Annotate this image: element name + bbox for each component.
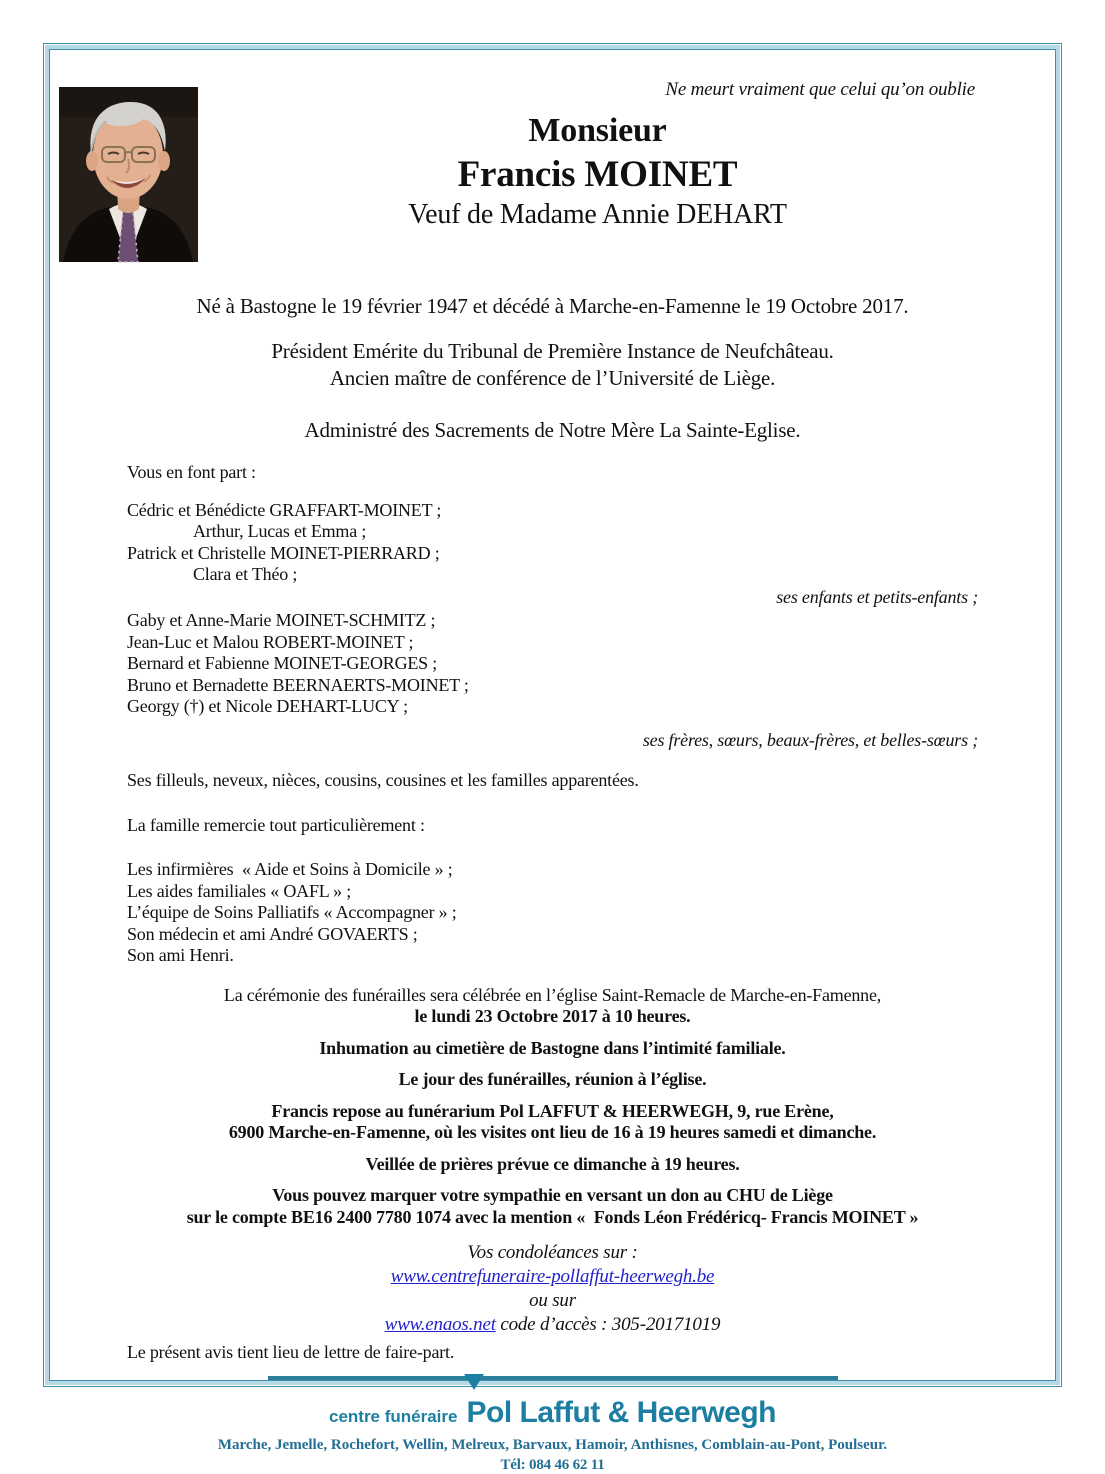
ceremony-section bbox=[50, 985, 1055, 1229]
sacraments-line: Administré des Sacrements de Notre Mère La Sainte-Eglise. bbox=[304, 418, 801, 442]
donation-line-1: Vous pouvez marquer votre sympathie en versant un don au CHU de Liège bbox=[272, 1185, 833, 1205]
gathering-line: Le jour des funérailles, réunion à l’église. bbox=[398, 1069, 707, 1089]
header bbox=[50, 78, 1055, 270]
honorific-titles bbox=[50, 338, 1055, 392]
brand-small-text: centre funéraire bbox=[328, 1406, 458, 1426]
thanks-heading: La famille remercie tout particulièrement : bbox=[127, 814, 425, 835]
vigil-line: Veillée de prières prévue ce dimanche à 19 heures. bbox=[365, 1153, 740, 1174]
brand-large-text: Pol Laffut & Heerwegh bbox=[466, 1395, 777, 1429]
siblings-list bbox=[127, 610, 978, 718]
ceremony-line: La cérémonie des funérailles sera célébrée en l’église Saint-Remacle de Marche-en-Famenne, bbox=[223, 984, 882, 1005]
deceased-name: Francis MOINET bbox=[457, 154, 738, 195]
faire-part-notice: Le présent avis tient lieu de lettre de faire-part. bbox=[127, 1342, 455, 1362]
children-list bbox=[127, 500, 978, 586]
footer-phone: Tél: 084 46 62 11 bbox=[500, 1456, 605, 1473]
condolence-link-enaos[interactable]: www.enaos.net bbox=[384, 1314, 496, 1335]
honorific-title-1: Président Emérite du Tribunal de Première Instance de Neufchâteau. bbox=[271, 339, 834, 363]
announcement-section bbox=[50, 462, 1055, 967]
list-item: Cédric et Bénédicte GRAFFART-MOINET ; bbox=[127, 499, 442, 520]
siblings-label: ses frères, sœurs, beaux-frères, et belles-sœurs ; bbox=[642, 729, 978, 750]
list-item: L’équipe de Soins Palliatifs « Accompagner » ; bbox=[127, 902, 457, 922]
widower-line: Veuf de Madame Annie DEHART bbox=[408, 199, 787, 230]
list-item: Son ami Henri. bbox=[127, 945, 234, 965]
memorial-quote: Ne meurt vraiment que celui qu’on oublie bbox=[665, 79, 975, 100]
list-item: Gaby et Anne-Marie MOINET-SCHMITZ ; bbox=[127, 610, 436, 630]
ceremony-date-line: le lundi 23 Octobre 2017 à 10 heures. bbox=[414, 1006, 691, 1026]
burial-line: Inhumation au cimetière de Bastogne dans l’intimité familiale. bbox=[319, 1037, 786, 1058]
access-code: code d’accès : 305-20171019 bbox=[495, 1314, 721, 1335]
list-item: Clara et Théo ; bbox=[193, 564, 298, 584]
honorific-title-2: Ancien maître de conférence de l’Université de Liège. bbox=[329, 366, 776, 390]
header-text bbox=[200, 78, 1055, 232]
footer-cities: Marche, Jemelle, Rochefort, Wellin, Melreux, Barvaux, Hamoir, Anthisnes, Comblain-au-Pont, Poulseur. bbox=[217, 1436, 888, 1453]
or-label: ou sur bbox=[529, 1290, 576, 1311]
list-item: Arthur, Lucas et Emma ; bbox=[193, 521, 367, 541]
page-border bbox=[43, 43, 1062, 1473]
list-item: Les aides familiales « OAFL » ; bbox=[127, 880, 352, 901]
list-item: Georgy (†) et Nicole DEHART-LUCY ; bbox=[127, 696, 408, 716]
condolences-heading: Vos condoléances sur : bbox=[467, 1242, 638, 1263]
triangle-down-icon bbox=[464, 1374, 484, 1390]
page-content bbox=[50, 78, 1055, 1474]
extended-family-line: Ses filleuls, neveux, nièces, cousins, cousines et les familles apparentées. bbox=[127, 770, 639, 790]
list-item: Son médecin et ami André GOVAERTS ; bbox=[127, 923, 418, 944]
condolence-link-pollaffut[interactable]: www.centrefuneraire-pollaffut-heerwegh.be bbox=[390, 1266, 715, 1287]
children-label: ses enfants et petits-enfants ; bbox=[776, 586, 978, 607]
donation-line-2: sur le compte BE16 2400 7780 1074 avec la mention « Fonds Léon Frédéricq- Francis MOINET » bbox=[186, 1206, 919, 1227]
condolences-section bbox=[50, 1242, 1055, 1336]
thanks-list bbox=[127, 859, 978, 967]
funeral-home-logo bbox=[50, 1396, 1055, 1430]
announcement-heading: Vous en font part : bbox=[127, 462, 256, 482]
salutation: Monsieur bbox=[528, 112, 667, 149]
list-item: Bruno et Bernadette BEERNAERTS-MOINET ; bbox=[127, 674, 469, 695]
funerarium-line-2: 6900 Marche-en-Famenne, où les visites ont lieu de 16 à 19 heures samedi et dimanche. bbox=[228, 1122, 877, 1142]
birth-death-line: Né à Bastogne le 19 février 1947 et décédé à Marche-en-Famenne le 19 Octobre 2017. bbox=[196, 294, 909, 318]
list-item: Patrick et Christelle MOINET-PIERRARD ; bbox=[127, 542, 440, 563]
list-item: Jean-Luc et Malou ROBERT-MOINET ; bbox=[127, 631, 414, 652]
list-item: Les infirmières « Aide et Soins à Domicile » ; bbox=[127, 859, 453, 879]
funerarium-line-1: Francis repose au funérarium Pol LAFFUT & HEERWEGH, 9, rue Erène, bbox=[271, 1100, 834, 1121]
portrait-photo bbox=[59, 87, 198, 262]
footer-divider bbox=[268, 1376, 838, 1380]
list-item: Bernard et Fabienne MOINET-GEORGES ; bbox=[127, 653, 438, 673]
